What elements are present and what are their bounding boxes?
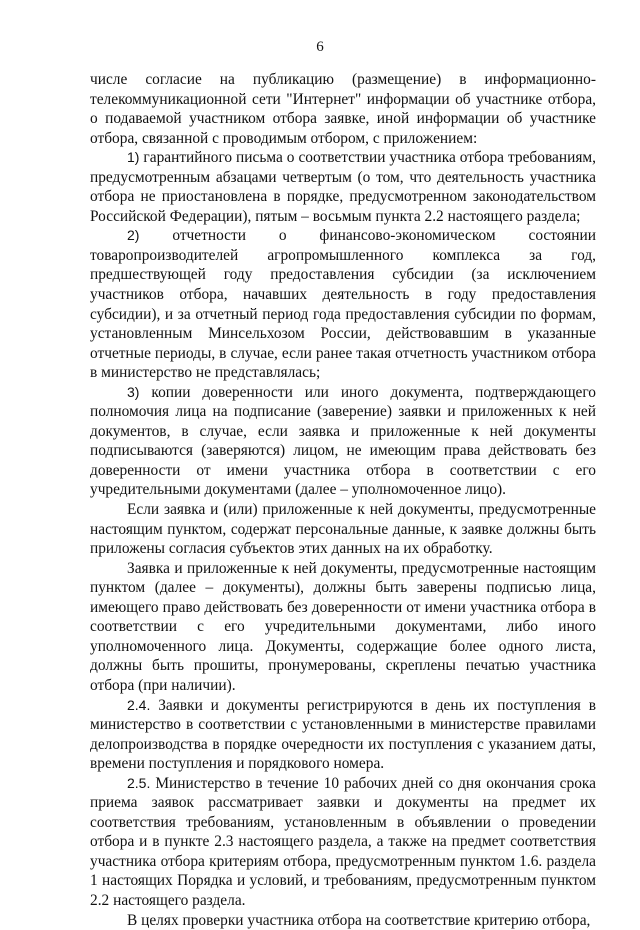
paragraph-text: Министерство в течение 10 рабочих дней со дня окончания срока приема заявок рассматривает заявки и документы на предмет их соответствия требованиям, установленным в объявлении о проведении отбора и в пункте 2.3 настоящего раздела, а также на предмет соответствия участника отбора критериям отбора, предусмотренным пунктом 1.6. раздела 1 настоящих Порядка и условий, и требованиям, предусмотренным пунктом 2.2 настоящего раздела. <box>90 774 596 909</box>
paragraph-text: Заявка и приложенные к ней документы, предусмотренные настоящим пунктом (далее – документы), должны быть заверены подписью лица, имеющего право действовать без доверенности от имени участника отбора в соответствии с его учредительными документами, либо иного уполномоченного лица. Документы, содержащие более одного листа, должны быть прошиты, пронумерованы, скреплены печатью участника отбора (при наличии). <box>90 559 596 694</box>
page-number: 6 <box>316 39 324 55</box>
list-item-3 <box>90 383 596 500</box>
list-number: 2) <box>127 227 140 244</box>
paragraph-text: гарантийного письма о соответствии участника отбора требованиям, предусмотренным абзацами четвертым (о том, что деятельность участника отбора не приостановлена в порядке, предусмотренном законодательством Российской Федерации), пятым – восьмым пункта 2.2 настоящего раздела; <box>90 149 596 225</box>
paragraph-personal-data <box>90 500 596 559</box>
paragraph-text: Если заявка и (или) приложенные к ней документы, предусмотренные настоящим пунктом, содержат персональные данные, к заявке должны быть приложены согласия субъектов этих данных на их обработку. <box>90 501 596 558</box>
paragraph-text: копии доверенности или иного документа, подтверждающего полномочия лица на подписание (заверение) заявки и приложенных к ней документов, в случае, если заявка и приложенные к ней документы подписываются (заверяются) лицом, не имеющим права действовать без доверенности от имени участника отбора в соответствии с его учредительными документами (далее – уполномоченное лицо). <box>90 383 596 499</box>
section-number: 2.4. <box>127 696 151 713</box>
paragraph-text: числе согласие на публикацию (размещение) в информационно-телекоммуникационной сети "Интернет" информации об участнике отбора, о подаваемой участником отбора заявке, иной информации об участнике отбора, связанной с проводимым отбором, с приложением: <box>90 71 596 147</box>
section-2-5 <box>90 774 596 911</box>
paragraph-signature-requirements <box>90 559 596 696</box>
paragraph-consent-continuation <box>90 70 596 148</box>
list-number: 3) <box>127 383 140 400</box>
section-number: 2.5. <box>127 774 151 791</box>
paragraph-verification <box>90 911 596 930</box>
paragraph-text: отчетности о финансово-экономическом состоянии товаропроизводителей агропромышленного комплекса за год, предшествующей году предоставления субсидии (за исключением участников отбора, начавших деятельность в году предоставления субсидии), и за отчетный период года предоставления субсидии по формам, установленным Минсельхозом России, действовавшим в указанные отчетные периоды, в случае, если ранее такая отчетность участником отбора в министерство не представлялась; <box>90 227 596 382</box>
paragraph-text: В целях проверки участника отбора на соответствие критерию отбора, <box>127 911 591 929</box>
list-item-2 <box>90 226 596 382</box>
section-2-4 <box>90 696 596 774</box>
document-body <box>90 70 596 930</box>
list-item-1 <box>90 148 596 226</box>
paragraph-text: Заявки и документы регистрируются в день их поступления в министерство в соответствии с установленными в министерстве правилами делопроизводства в порядке очередности их поступления с указанием даты, времени поступления и порядкового номера. <box>90 696 596 773</box>
list-number: 1) <box>127 149 140 166</box>
